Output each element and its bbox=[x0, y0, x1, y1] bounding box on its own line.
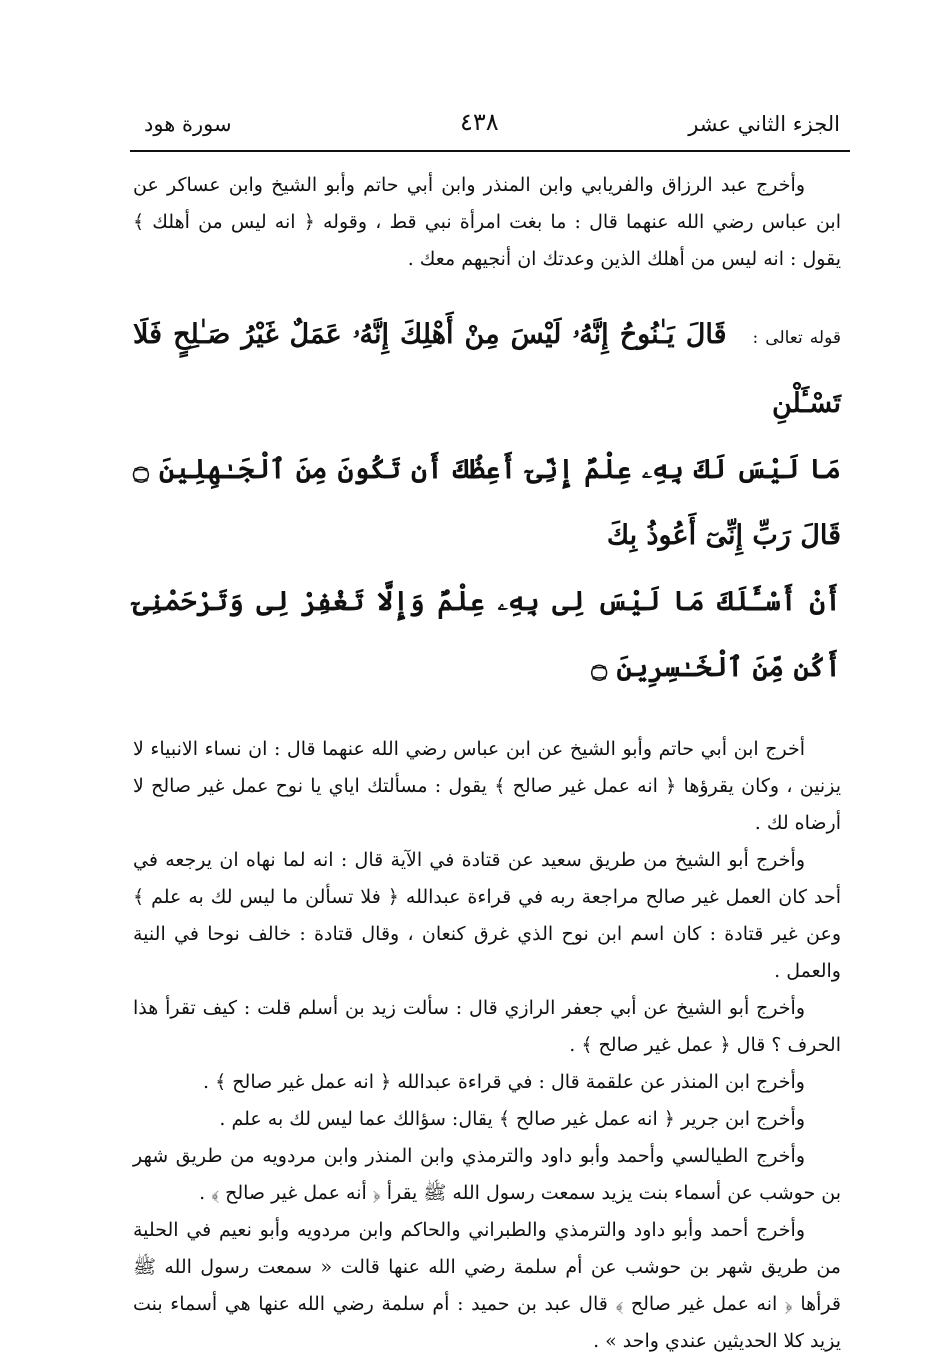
surah-title: سورة هود bbox=[144, 112, 232, 136]
verse-line-2: مَا لَيْسَ لَكَ بِهِۦ عِلْمٌ إِنِّىٓ أَعِظُكَ أَن تَكُونَ مِنَ ٱلْجَـٰهِلِينَ ۝ قَالَ رَبِّ إِنِّىٓ أَعُوذُ بِكَ bbox=[133, 454, 841, 551]
header-rule bbox=[130, 150, 850, 152]
page-header bbox=[130, 100, 850, 150]
paragraph: وأخرج أحمد وأبو داود والترمذي والطبراني والحاكم وابن مردويه وأبو نعيم في الحلية من طريق شهر بن حوشب عن أم سلمة رضي الله عنها قالت « سمعت رسول الله ﷺ قرأها ﴿ انه عمل غير صالح ﴾ قال عبد بن حميد : أم سلمة رضي الله عنها هي أسماء بنت يزيد كلا الحديثين عندي واحد » . bbox=[133, 1219, 841, 1352]
paragraph: وأخرج الطيالسي وأحمد وأبو داود والترمذي وابن المنذر وابن مردويه من طريق شهر بن حوشب عن أسماء بنت يزيد سمعت رسول الله ﷺ يقرأ ﴿ أنه عمل غير صالح ﴾ . bbox=[133, 1145, 841, 1204]
verse-line-1 bbox=[133, 302, 841, 437]
paragraph: وأخرج ابن المنذر عن علقمة قال : في قراءة عبدالله ﴿ انه عمل غير صالح ﴾ . bbox=[203, 1071, 805, 1093]
paragraph: أخرج ابن أبي حاتم وأبو الشيخ عن ابن عباس رضي الله عنهما قال : ان نساء الانبياء لا يزنين ، وكان يقرؤها ﴿ انه عمل غير صالح ﴾ يقول : مسألتك اياي يا نوح عمل غير صالح لا أرضاه لك . bbox=[133, 738, 841, 834]
paragraph: وأخرج ابن جرير ﴿ انه عمل غير صالح ﴾ يقال: سؤالك عما ليس لك به علم . bbox=[219, 1108, 805, 1130]
page-number: ٤٣٨ bbox=[460, 108, 499, 136]
intro-paragraph: وأخرج عبد الرزاق والفريابي وابن المنذر وابن أبي حاتم وأبو الشيخ وابن عساكر عن ابن عباس رضي الله عنهما قال : ما بغت امرأة نبي قط ، وقوله ﴿ انه ليس من أهلك ﴾ يقول : انه ليس من أهلك الذين وعدتك ان أنجيهم معك . bbox=[133, 174, 841, 270]
verse-line-1-text: قَالَ يَـٰنُوحُ إِنَّهُۥ لَيْسَ مِنْ أَهْلِكَ إِنَّهُۥ عَمَلٌ غَيْرُ صَـٰلِحٍ فَلَا تَسْـَٔلْنِ bbox=[133, 319, 841, 419]
paragraph: وأخرج أبو الشيخ عن أبي جعفر الرازي قال : سألت زيد بن أسلم قلت : كيف تقرأ هذا الحرف ؟ قال ﴿ عمل غير صالح ﴾ . bbox=[133, 997, 841, 1056]
quran-verse-block bbox=[133, 302, 841, 701]
part-title: الجزء الثاني عشر bbox=[688, 112, 840, 136]
verse-lead: قوله تعالى : bbox=[752, 328, 842, 348]
page-body bbox=[133, 167, 841, 1360]
verse-line-3: أَنْ أَسْـَٔلَكَ مَا لَيْسَ لِى بِهِۦ عِلْمٌ وَإِلَّا تَغْفِرْ لِى وَتَرْحَمْنِىٓ أَكُن مِّنَ ٱلْخَـٰسِرِينَ ۝ bbox=[133, 586, 841, 683]
paragraph: وأخرج أبو الشيخ من طريق سعيد عن قتادة في الآية قال : انه لما نهاه ان يرجعه في أحد كان العمل غير صالح مراجعة ربه في قراءة عبدالله ﴿ فلا تسألن ما ليس لك به علم ﴾ وعن غير قتادة : كان اسم ابن نوح الذي غرق كنعان ، وقال قتادة : خالف نوحا في النية والعمل . bbox=[133, 849, 841, 982]
